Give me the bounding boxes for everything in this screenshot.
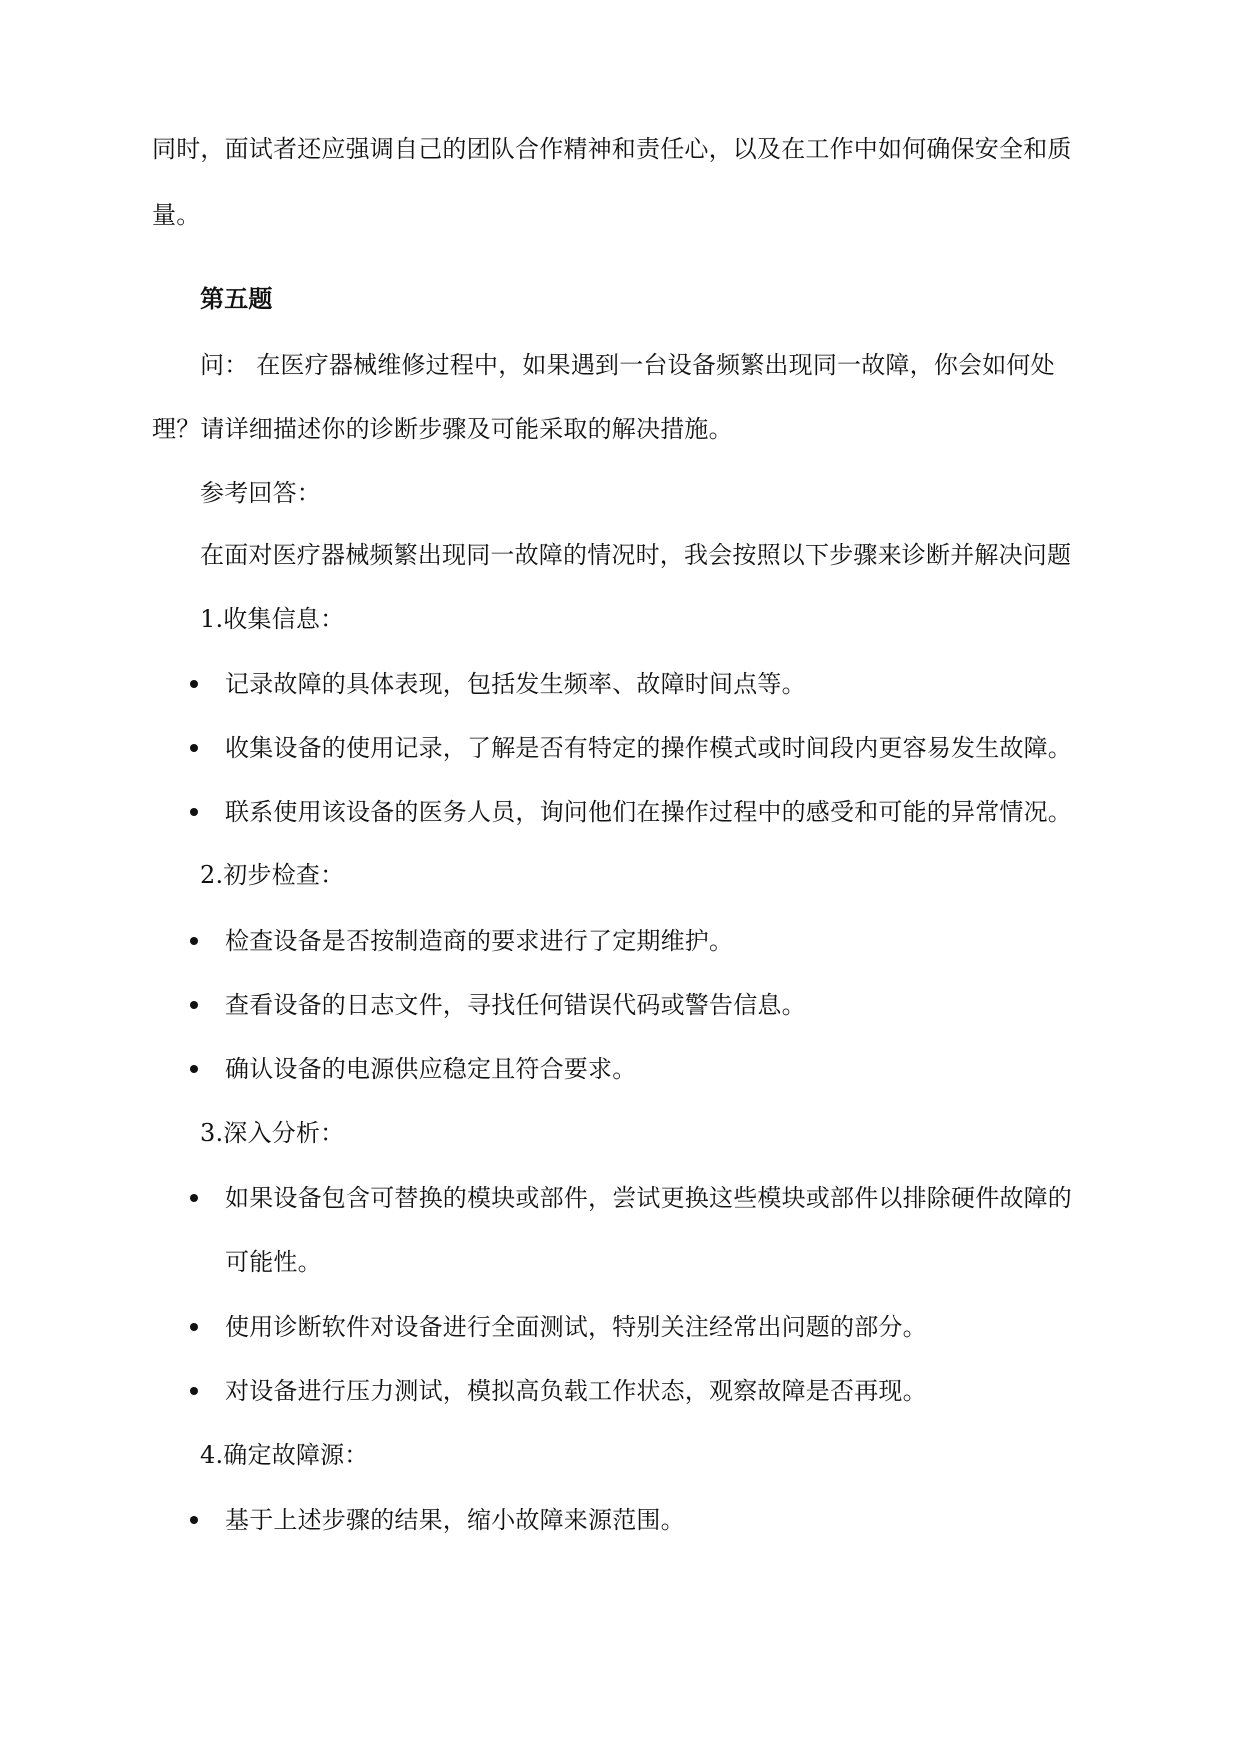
intro-line-1: 同时，面试者还应强调自己的团队合作精神和责任心，以及在工作中如何确保安全和质 [152, 135, 1072, 163]
bullet-icon [190, 1065, 198, 1073]
question-line-1: 问： 在医疗器械维修过程中，如果遇到一台设备频繁出现同一故障，你会如何处 [200, 351, 1055, 379]
intro-line-2: 量。 [152, 201, 201, 229]
list-item: 如果设备包含可替换的模块或部件，尝试更换这些模块或部件以排除硬件故障的 [225, 1184, 1072, 1212]
list-item: 收集设备的使用记录，了解是否有特定的操作模式或时间段内更容易发生故障。 [225, 734, 1072, 762]
section-title: 第五题 [200, 284, 273, 313]
bullet-icon [190, 744, 198, 752]
list-item: 记录故障的具体表现，包括发生频率、故障时间点等。 [225, 670, 806, 698]
step-title: 3.深入分析： [200, 1119, 345, 1147]
list-item: 基于上述步骤的结果，缩小故障来源范围。 [225, 1506, 685, 1534]
answer-intro: 在面对医疗器械频繁出现同一故障的情况时，我会按照以下步骤来诊断并解决问题 [200, 541, 1072, 569]
answer-label: 参考回答： [200, 479, 321, 507]
step-title: 4.确定故障源： [200, 1441, 369, 1469]
list-item: 确认设备的电源供应稳定且符合要求。 [225, 1055, 637, 1083]
list-item: 联系使用该设备的医务人员，询问他们在操作过程中的感受和可能的异常情况。 [225, 798, 1072, 826]
step-title: 1.收集信息： [200, 605, 345, 633]
bullet-icon [190, 937, 198, 945]
bullet-icon [190, 1387, 198, 1395]
list-item-continuation: 可能性。 [225, 1248, 322, 1276]
list-item: 对设备进行压力测试，模拟高负载工作状态，观察故障是否再现。 [225, 1377, 927, 1405]
step-title: 2.初步检查： [200, 861, 345, 889]
list-item: 检查设备是否按制造商的要求进行了定期维护。 [225, 927, 734, 955]
bullet-icon [190, 1323, 198, 1331]
bullet-icon [190, 1194, 198, 1202]
list-item: 查看设备的日志文件，寻找任何错误代码或警告信息。 [225, 991, 806, 1019]
question-line-2: 理？请详细描述你的诊断步骤及可能采取的解决措施。 [152, 415, 733, 443]
bullet-icon [190, 680, 198, 688]
bullet-icon [190, 808, 198, 816]
list-item: 使用诊断软件对设备进行全面测试，特别关注经常出问题的部分。 [225, 1313, 927, 1341]
bullet-icon [190, 1516, 198, 1524]
bullet-icon [190, 1001, 198, 1009]
